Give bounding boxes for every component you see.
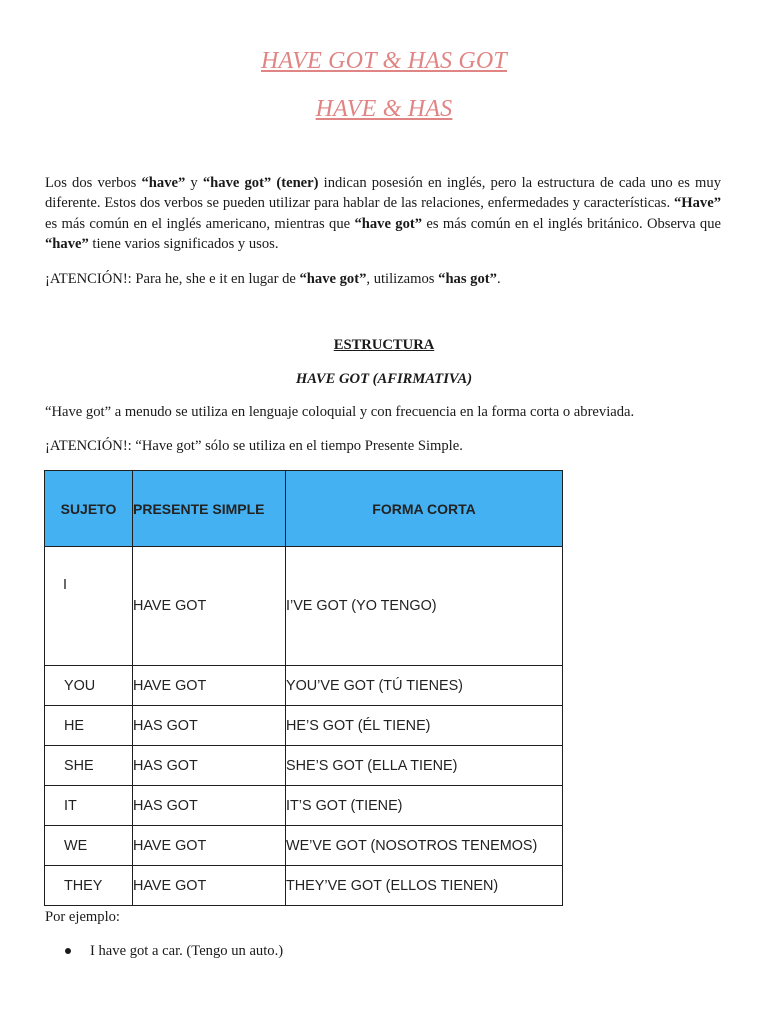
document-subtitle: HAVE & HAS bbox=[315, 96, 453, 122]
present-cell: HAVE GOT bbox=[133, 826, 286, 866]
present-cell: HAS GOT bbox=[133, 746, 286, 786]
subject-cell: YOU bbox=[45, 666, 133, 706]
intro-bold: “have got” (tener) bbox=[202, 175, 319, 191]
subject-cell: HE bbox=[45, 706, 133, 746]
table-row bbox=[45, 866, 563, 906]
subject-cell: IT bbox=[45, 786, 133, 826]
present-cell: HAVE GOT bbox=[133, 547, 286, 666]
table-row bbox=[45, 666, 563, 706]
short-form-cell: YOU’VE GOT (TÚ TIENES) bbox=[286, 666, 563, 706]
list-item bbox=[66, 941, 283, 961]
attention-text: ¡ATENCIÓN!: Para he, she e it en lugar de bbox=[45, 271, 300, 287]
example-sentence: I have got a car. (Tengo un auto.) bbox=[90, 943, 284, 959]
present-cell: HAS GOT bbox=[133, 706, 286, 746]
attention-text: . bbox=[496, 271, 501, 287]
column-header-sujeto: SUJETO bbox=[45, 471, 133, 547]
section-heading: ESTRUCTURA bbox=[333, 337, 435, 353]
present-cell: HAVE GOT bbox=[133, 666, 286, 706]
present-cell: HAS GOT bbox=[133, 786, 286, 826]
intro-text: indican posesión en inglés, pero la estructura de cada uno es muy diferente. Estos dos verbos se pueden utilizar para hablar de las relaciones, enfermedades y características. bbox=[45, 175, 721, 212]
short-form-cell: IT’S GOT (TIENE) bbox=[286, 786, 563, 826]
attention-text: , utilizamos bbox=[366, 271, 439, 287]
subject-cell: WE bbox=[45, 826, 133, 866]
intro-text: y bbox=[185, 175, 203, 191]
example-label: Por ejemplo: bbox=[45, 909, 120, 925]
attention-note bbox=[45, 269, 721, 289]
intro-paragraph bbox=[45, 173, 721, 254]
subject-cell: SHE bbox=[45, 746, 133, 786]
present-cell: HAVE GOT bbox=[133, 866, 286, 906]
conjugation-table bbox=[44, 470, 563, 906]
usage-note: “Have got” a menudo se utiliza en lenguaje coloquial y con frecuencia en la forma corta o abreviada. bbox=[45, 404, 635, 420]
intro-text: es más común en el inglés británico. Observa que bbox=[422, 215, 721, 232]
intro-bold: “have” bbox=[141, 175, 186, 191]
short-form-cell: THEY’VE GOT (ELLOS TIENEN) bbox=[286, 866, 563, 906]
bullet-icon bbox=[65, 948, 71, 954]
column-header-forma-corta: FORMA CORTA bbox=[286, 471, 563, 547]
table-row bbox=[45, 786, 563, 826]
column-header-presente: PRESENTE SIMPLE bbox=[133, 471, 286, 547]
intro-text: tiene varios significados y usos. bbox=[88, 235, 279, 252]
table-header-row bbox=[45, 471, 563, 547]
tense-note: ¡ATENCIÓN!: “Have got” sólo se utiliza en el tiempo Presente Simple. bbox=[45, 438, 463, 454]
subject-cell: I bbox=[45, 547, 133, 666]
section-subheading: HAVE GOT (AFIRMATIVA) bbox=[295, 371, 473, 387]
table-row bbox=[45, 706, 563, 746]
intro-bold: “Have” bbox=[673, 195, 721, 212]
subject-cell: THEY bbox=[45, 866, 133, 906]
attention-bold: “have got” bbox=[299, 271, 367, 287]
short-form-cell: I’VE GOT (YO TENGO) bbox=[286, 547, 563, 666]
short-form-cell: SHE’S GOT (ELLA TIENE) bbox=[286, 746, 563, 786]
attention-bold: “has got” bbox=[438, 271, 497, 287]
intro-bold: “have got” bbox=[354, 215, 423, 232]
intro-text: es más común en el inglés americano, mientras que bbox=[45, 215, 355, 232]
short-form-cell: HE’S GOT (ÉL TIENE) bbox=[286, 706, 563, 746]
table-row bbox=[45, 746, 563, 786]
document-title: HAVE GOT & HAS GOT bbox=[261, 48, 507, 74]
short-form-cell: WE’VE GOT (NOSOTROS TENEMOS) bbox=[286, 826, 563, 866]
intro-bold: “have” bbox=[45, 235, 89, 252]
table-row bbox=[45, 826, 563, 866]
intro-text: Los dos verbos bbox=[45, 175, 142, 191]
table-row bbox=[45, 547, 563, 666]
